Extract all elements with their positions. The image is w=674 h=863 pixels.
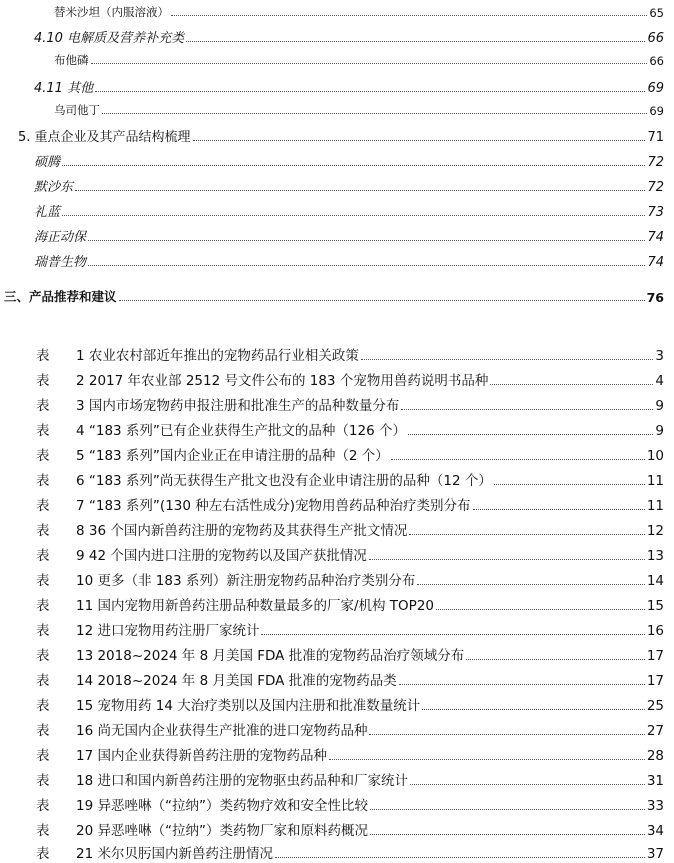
table-label: 表 <box>36 523 50 539</box>
table-entry-title: 10 更多（非 183 系列）新注册宠物药品种治疗类别分布 <box>76 573 416 589</box>
leader-dots <box>62 215 645 216</box>
table-list-entry[interactable] <box>36 694 664 714</box>
table-list-entry[interactable] <box>36 619 664 639</box>
table-label: 表 <box>36 823 50 839</box>
toc-entry[interactable] <box>34 251 664 270</box>
table-label: 表 <box>36 623 50 639</box>
leader-dots <box>436 609 645 610</box>
table-entry-title: 21 米尔贝肟国内新兽药注册情况 <box>76 846 273 862</box>
table-entry-title: 11 国内宠物用新兽药注册品种数量最多的厂家/机构 TOP20 <box>76 598 434 614</box>
leader-dots <box>409 534 644 535</box>
table-list-entry[interactable] <box>36 644 664 664</box>
toc-entry-title: 4.10 电解质及营养补充类 <box>34 31 185 46</box>
toc-entry-page: 74 <box>647 230 664 245</box>
table-entry-page: 12 <box>646 523 664 539</box>
table-label: 表 <box>36 473 50 489</box>
table-entry-page: 16 <box>646 623 664 639</box>
toc-entry[interactable] <box>34 176 664 195</box>
toc-entry-section[interactable] <box>4 287 664 305</box>
table-entry-title: 4 “183 系列”已有企业获得生产批文的品种（126 个） <box>76 423 406 439</box>
toc-entry-page: 65 <box>649 6 664 20</box>
table-entry-page: 10 <box>646 448 664 464</box>
table-list-entry[interactable] <box>36 544 664 564</box>
table-list-entry[interactable] <box>36 394 664 414</box>
toc-entry[interactable] <box>34 201 664 220</box>
table-label: 表 <box>36 773 50 789</box>
toc-entry[interactable] <box>54 102 664 118</box>
table-list-entry[interactable] <box>36 494 664 514</box>
table-list-entry[interactable] <box>36 669 664 689</box>
table-list-entry[interactable] <box>36 794 664 814</box>
table-entry-title: 8 36 个国内新兽药注册的宠物药及其获得生产批文情况 <box>76 523 408 539</box>
table-label: 表 <box>36 698 50 714</box>
leader-dots <box>369 559 645 560</box>
table-label: 表 <box>36 723 50 739</box>
toc-entry-title: 5. 重点企业及其产品结构梳理 <box>18 130 191 145</box>
leader-dots <box>261 634 644 635</box>
toc-entry-page: 69 <box>649 104 664 118</box>
leader-dots <box>102 113 647 114</box>
table-list-entry[interactable] <box>36 519 664 539</box>
table-list-entry[interactable] <box>36 569 664 589</box>
table-entry-page: 37 <box>646 846 664 862</box>
table-entry-title: 13 2018~2024 年 8 月美国 FDA 批准的宠物药品治疗领域分布 <box>76 648 465 664</box>
leader-dots <box>369 734 644 735</box>
table-entry-page: 11 <box>646 473 664 489</box>
leader-dots <box>408 434 653 435</box>
table-label: 表 <box>36 748 50 764</box>
toc-entry-page: 69 <box>647 81 664 96</box>
leader-dots <box>62 165 645 166</box>
leader-dots <box>275 857 645 858</box>
toc-entry-page: 66 <box>649 54 664 68</box>
leader-dots <box>422 709 645 710</box>
toc-entry-title: 海正动保 <box>34 230 87 245</box>
table-label: 表 <box>36 798 50 814</box>
table-entry-page: 17 <box>646 648 664 664</box>
toc-entry-page: 76 <box>646 290 664 305</box>
table-entry-title: 14 2018~2024 年 8 月美国 FDA 批准的宠物药品类 <box>76 673 397 689</box>
table-label: 表 <box>36 398 50 414</box>
table-entry-page: 31 <box>646 773 664 789</box>
toc-entry-title: 礼蓝 <box>34 205 61 220</box>
table-entry-title: 9 42 个国内进口注册的宠物药以及国产获批情况 <box>76 548 367 564</box>
leader-dots <box>75 190 645 191</box>
toc-entry-page: 66 <box>647 31 664 46</box>
toc-entry[interactable] <box>54 52 664 68</box>
table-entry-title: 18 进口和国内新兽药注册的宠物驱虫药品种和厂家统计 <box>76 773 408 789</box>
toc-entry[interactable] <box>34 77 664 96</box>
table-list-entry[interactable] <box>36 444 664 464</box>
table-entry-title: 12 进口宠物用药注册厂家统计 <box>76 623 260 639</box>
table-entry-title: 19 异恶唑啉（“拉纳”）类药物疗效和安全性比较 <box>76 798 368 814</box>
toc-entry-title: 4.11 其他 <box>34 81 94 96</box>
table-list-entry[interactable] <box>36 842 664 862</box>
leader-dots <box>490 384 653 385</box>
table-entry-title: 15 宠物用药 14 大治疗类别以及国内注册和批准数量统计 <box>76 698 421 714</box>
table-entry-page: 9 <box>655 423 664 439</box>
toc-entry-page: 72 <box>647 155 664 170</box>
table-entry-page: 17 <box>646 673 664 689</box>
leader-dots <box>494 484 645 485</box>
table-list-entry[interactable] <box>36 744 664 764</box>
leader-dots <box>119 300 645 301</box>
table-entry-page: 27 <box>646 723 664 739</box>
leader-dots <box>95 91 645 92</box>
toc-entry-page: 72 <box>647 180 664 195</box>
table-entry-title: 7 “183 系列”(130 种左右活性成分)宠物用兽药品种治疗类别分布 <box>76 498 471 514</box>
leader-dots <box>361 359 654 360</box>
leader-dots <box>473 509 645 510</box>
leader-dots <box>171 15 647 16</box>
table-list-entry[interactable] <box>36 819 664 839</box>
table-entry-page: 28 <box>646 748 664 764</box>
leader-dots <box>370 809 645 810</box>
table-list-entry[interactable] <box>36 419 664 439</box>
table-entry-page: 25 <box>646 698 664 714</box>
table-entry-page: 15 <box>646 598 664 614</box>
table-entry-page: 33 <box>646 798 664 814</box>
table-entry-page: 9 <box>655 398 664 414</box>
table-entry-title: 20 异恶唑啉（“拉纳”）类药物厂家和原料药概况 <box>76 823 368 839</box>
toc-entry-title: 瑞普生物 <box>34 255 87 270</box>
table-entry-title: 5 “183 系列”国内企业正在申请注册的品种（2 个） <box>76 448 389 464</box>
leader-dots <box>329 759 645 760</box>
toc-entry-title: 乌司他丁 <box>54 103 100 117</box>
leader-dots <box>417 584 644 585</box>
toc-entry[interactable] <box>34 226 664 245</box>
table-list-entry[interactable] <box>36 769 664 789</box>
toc-entry-page: 71 <box>647 130 664 145</box>
table-entry-page: 11 <box>646 498 664 514</box>
leader-dots <box>399 684 645 685</box>
leader-dots <box>391 459 645 460</box>
table-label: 表 <box>36 423 50 439</box>
leader-dots <box>186 41 645 42</box>
table-entry-title: 1 农业农村部近年推出的宠物药品行业相关政策 <box>76 348 359 364</box>
table-label: 表 <box>36 846 50 862</box>
leader-dots <box>91 63 648 64</box>
table-label: 表 <box>36 573 50 589</box>
table-label: 表 <box>36 548 50 564</box>
leader-dots <box>370 834 645 835</box>
table-entry-title: 6 “183 系列”尚无获得生产批文也没有企业申请注册的品种（12 个） <box>76 473 492 489</box>
toc-entry[interactable] <box>34 151 664 170</box>
leader-dots <box>88 240 645 241</box>
table-list-entry[interactable] <box>36 719 664 739</box>
toc-entry-title: 布他磷 <box>54 53 89 67</box>
table-label: 表 <box>36 373 50 389</box>
table-entry-page: 3 <box>655 348 664 364</box>
leader-dots <box>410 784 645 785</box>
table-entry-title: 16 尚无国内企业获得生产批准的进口宠物药品种 <box>76 723 368 739</box>
table-label: 表 <box>36 673 50 689</box>
table-label: 表 <box>36 648 50 664</box>
table-label: 表 <box>36 498 50 514</box>
table-list-entry[interactable] <box>36 469 664 489</box>
leader-dots <box>88 265 645 266</box>
table-entry-page: 34 <box>646 823 664 839</box>
toc-entry[interactable] <box>54 4 664 20</box>
table-entry-page: 4 <box>655 373 664 389</box>
table-label: 表 <box>36 598 50 614</box>
table-list-entry[interactable] <box>36 369 664 389</box>
leader-dots <box>193 140 646 141</box>
toc-entry-title: 硕腾 <box>34 155 61 170</box>
table-list-entry[interactable] <box>36 344 664 364</box>
table-label: 表 <box>36 348 50 364</box>
toc-entry-page: 74 <box>647 255 664 270</box>
table-entry-title: 17 国内企业获得新兽药注册的宠物药品种 <box>76 748 327 764</box>
table-entry-title: 3 国内市场宠物药申报注册和批准生产的品种数量分布 <box>76 398 400 414</box>
toc-entry-title: 三、产品推荐和建议 <box>4 289 117 304</box>
table-entry-page: 13 <box>646 548 664 564</box>
leader-dots <box>401 409 653 410</box>
leader-dots <box>466 659 645 660</box>
table-label: 表 <box>36 448 50 464</box>
table-entry-title: 2 2017 年农业部 2512 号文件公布的 183 个宠物用兽药说明书品种 <box>76 373 489 389</box>
toc-entry[interactable] <box>34 27 664 46</box>
table-entry-page: 14 <box>646 573 664 589</box>
toc-entry[interactable] <box>18 126 664 145</box>
table-list-entry[interactable] <box>36 594 664 614</box>
toc-entry-page: 73 <box>647 205 664 220</box>
toc-entry-title: 替米沙坦（内服溶液） <box>54 5 169 19</box>
toc-entry-title: 默沙东 <box>34 180 74 195</box>
